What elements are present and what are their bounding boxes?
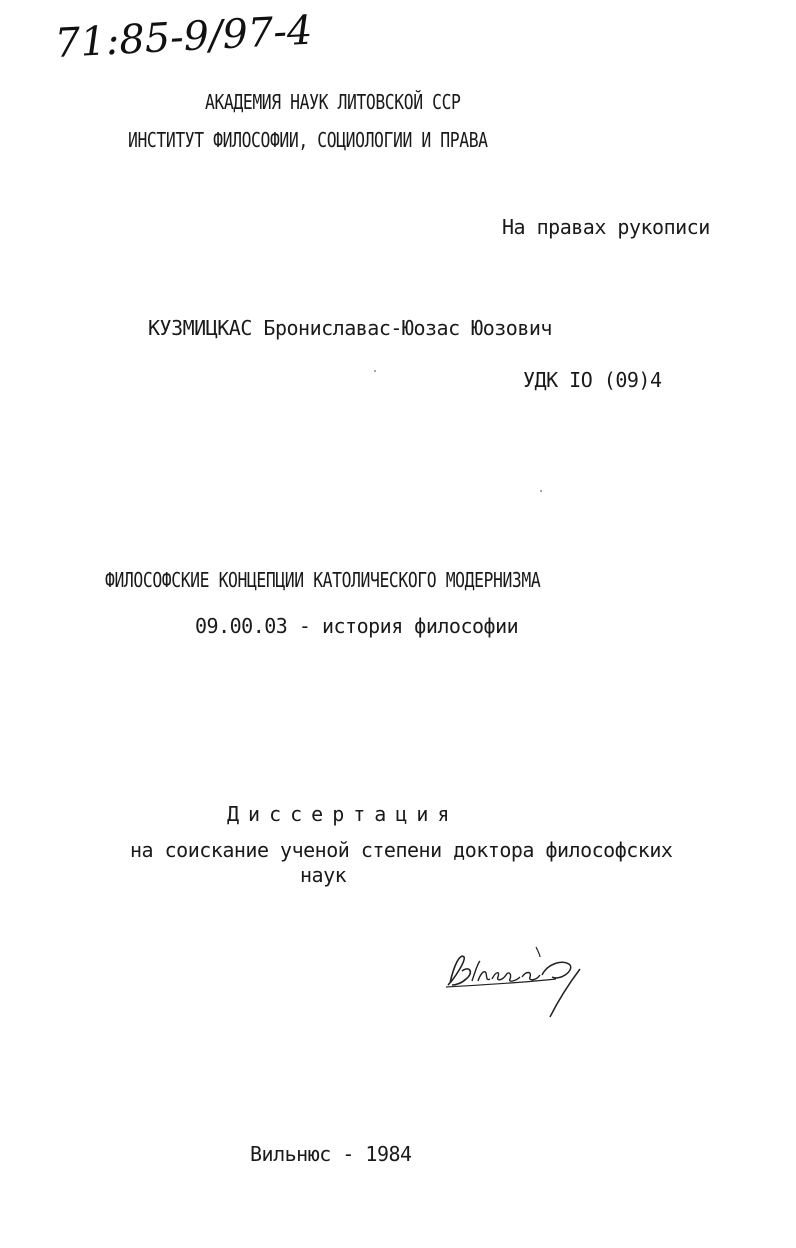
work-type: Диссертация (227, 802, 459, 826)
manuscript-rights-note: На правах рукописи (502, 215, 710, 239)
archive-code-handwritten: 71:85-9/97-4 (53, 7, 314, 67)
degree-line-2: наук (300, 863, 347, 887)
signature-icon (440, 935, 600, 1025)
scan-speck (540, 490, 542, 492)
institute-name: ИНСТИТУТ ФИЛОСОФИИ, СОЦИОЛОГИИ И ПРАВА (128, 128, 488, 152)
degree-line-1: на соискание ученой степени доктора философских (130, 838, 673, 862)
author-name: КУЗМИЦКАС Брониславас-Юозас Юозович (148, 316, 552, 340)
udc-code: УДК IO (09)4 (523, 368, 662, 392)
academy-name: АКАДЕМИЯ НАУК ЛИТОВСКОЙ ССР (205, 90, 461, 114)
dissertation-title: ФИЛОСОФСКИЕ КОНЦЕПЦИИ КАТОЛИЧЕСКОГО МОДЕРНИЗМА (105, 568, 541, 592)
city-year: Вильнюс - 1984 (250, 1142, 412, 1166)
scan-speck (374, 370, 376, 372)
specialty-code: 09.00.03 - история философии (195, 614, 519, 638)
